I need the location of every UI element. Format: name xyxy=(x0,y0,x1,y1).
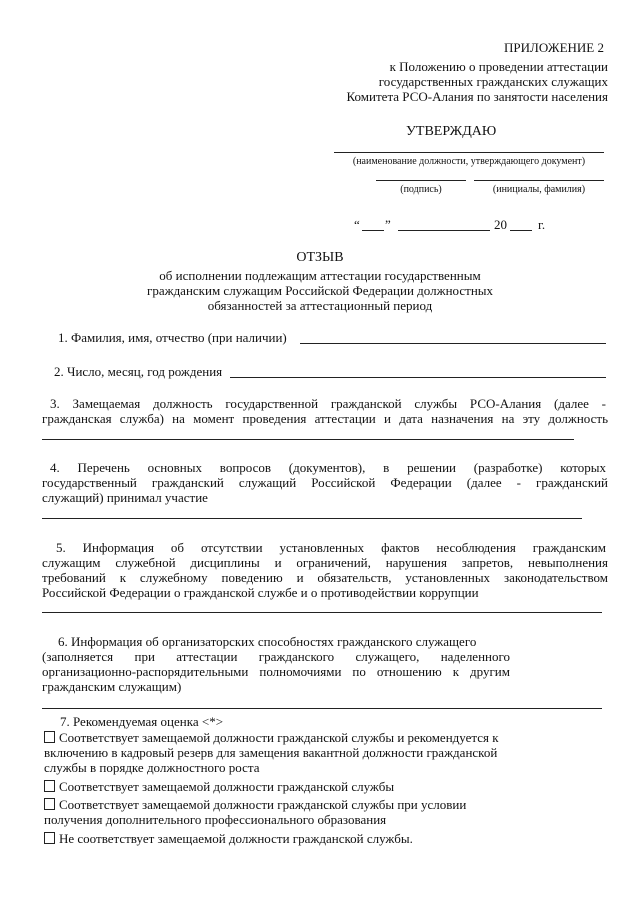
item-4-line-3: служащий) принимал участие xyxy=(42,490,208,505)
item-5-line-1: 5. Информация об отсутствии установленных фактов несоблюдения гражданским xyxy=(56,540,606,555)
option-2[interactable] xyxy=(44,779,394,795)
signature-caption: (подпись) xyxy=(400,184,442,195)
item-4-field[interactable] xyxy=(42,518,582,519)
item-6-line-1: 6. Информация об организаторских способностях гражданского служащего xyxy=(58,634,477,649)
appendix-label: ПРИЛОЖЕНИЕ 2 xyxy=(504,40,604,55)
document-title: ОТЗЫВ xyxy=(296,250,344,265)
position-line[interactable] xyxy=(334,152,604,153)
date-day-line[interactable] xyxy=(362,230,384,231)
item-5-field[interactable] xyxy=(42,612,602,613)
option-2-checkbox[interactable] xyxy=(44,780,55,792)
date-close-quote: ” xyxy=(385,217,391,232)
option-4[interactable] xyxy=(44,831,413,847)
option-1-line-3: службы в порядке должностного роста xyxy=(44,760,260,775)
item-3-line-1: 3. Замещаемая должность государственной гражданской службы РСО-Алания (далее - xyxy=(50,396,606,411)
appendix-line-2: государственных гражданских служащих xyxy=(378,74,608,89)
item-2-label: 2. Число, месяц, год рождения xyxy=(54,364,223,379)
item-6-line-3: организационно-распорядительными полномочиями по отношению к другим xyxy=(42,664,510,679)
item-5-line-3: требований к служебному поведению и обязательств, установленных законодательством xyxy=(42,570,608,585)
item-3-field[interactable] xyxy=(42,439,574,440)
item-5-line-2: служащим служебной дисциплины и ограничений, нарушения запретов, невыполнения xyxy=(42,555,608,570)
item-4-line-2: государственный гражданский служащий Российской Федерации (далее - гражданский xyxy=(42,475,608,490)
name-caption: (инициалы, фамилия) xyxy=(492,184,586,195)
option-2-label: Соответствует замещаемой должности гражданской службы xyxy=(59,779,395,794)
option-1[interactable] xyxy=(44,730,544,746)
item-7-label: 7. Рекомендуемая оценка <*> xyxy=(60,714,224,729)
item-2-field[interactable] xyxy=(230,377,606,378)
item-1-field[interactable] xyxy=(300,343,606,344)
title-sub-1: об исполнении подлежащим аттестации государственным xyxy=(159,268,481,283)
approve-title: УТВЕРЖДАЮ xyxy=(406,124,497,139)
title-sub-2: гражданским служащим Российской Федерации должностных xyxy=(146,283,494,298)
option-3-checkbox[interactable] xyxy=(44,798,55,810)
title-sub-3: обязанностей за аттестационный период xyxy=(207,298,433,313)
date-year-prefix: 20 xyxy=(494,217,507,232)
item-5-line-4: Российской Федерации о гражданской службе и о противодействии коррупции xyxy=(42,585,479,600)
item-6-line-4: гражданским служащим) xyxy=(42,679,182,694)
option-3-line-2: получения дополнительного профессионального образования xyxy=(44,812,387,827)
option-3-line-1: Соответствует замещаемой должности гражданской службы при условии xyxy=(59,797,467,812)
name-line[interactable] xyxy=(474,180,604,181)
signature-line[interactable] xyxy=(376,180,466,181)
option-4-label: Не соответствует замещаемой должности гражданской службы. xyxy=(59,831,413,846)
item-6-line-2: (заполняется при аттестации гражданского служащего, наделенного xyxy=(42,649,510,664)
item-3-line-2: гражданская служба) на момент проведения аттестации и дата назначения на эту должность xyxy=(42,411,608,426)
item-1-label: 1. Фамилия, имя, отчество (при наличии) xyxy=(58,330,287,345)
option-1-line-1: Соответствует замещаемой должности гражданской службы и рекомендуется к xyxy=(59,730,499,745)
date-open-quote: “ xyxy=(354,217,360,232)
option-1-checkbox[interactable] xyxy=(44,731,55,743)
appendix-line-1: к Положению о проведении аттестации xyxy=(389,59,608,74)
date-month-line[interactable] xyxy=(398,230,490,231)
option-3[interactable] xyxy=(44,797,466,813)
option-1-line-2: включению в кадровый резерв для замещения вакантной должности гражданской xyxy=(44,745,498,760)
appendix-line-3: Комитета РСО-Алания по занятости населения xyxy=(346,89,608,104)
option-4-checkbox[interactable] xyxy=(44,832,55,844)
item-6-field[interactable] xyxy=(42,708,602,709)
date-year-line[interactable] xyxy=(510,230,532,231)
date-year-suffix: г. xyxy=(538,217,546,232)
position-caption: (наименование должности, утверждающего документ) xyxy=(352,156,586,167)
item-4-line-1: 4. Перечень основных вопросов (документов), в решении (разработке) которых xyxy=(50,460,606,475)
